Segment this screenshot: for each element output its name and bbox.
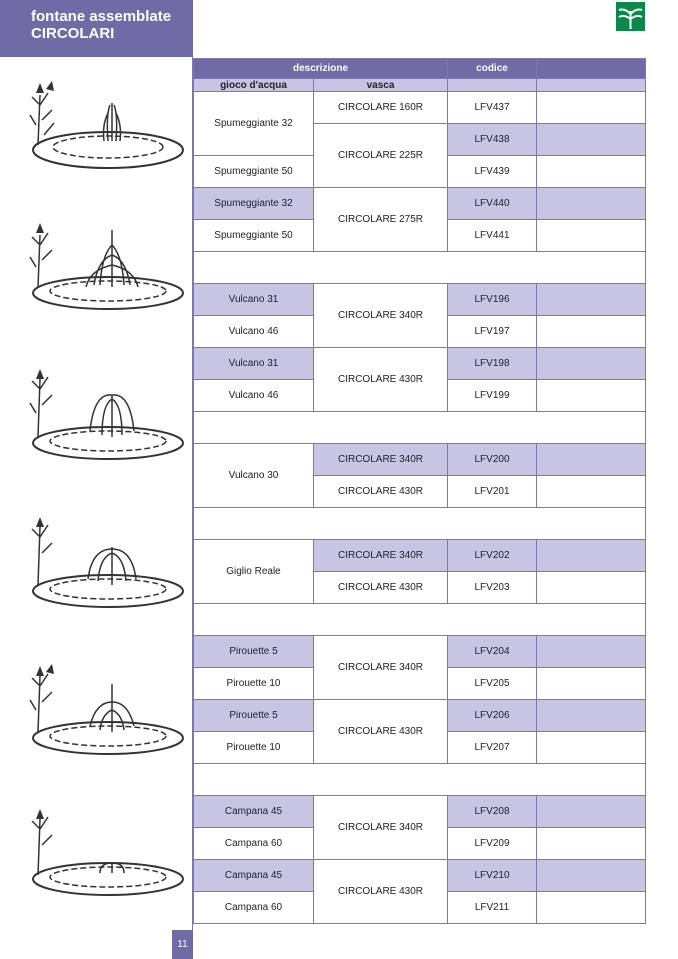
page-title: fontane assemblate xyxy=(31,8,172,25)
table-row xyxy=(194,444,646,476)
fountain-pirouette-illustration xyxy=(28,662,186,762)
brand-logo-icon xyxy=(616,2,645,31)
page-subtitle: CIRCOLARI xyxy=(31,25,115,42)
codice-cell: LFV203 xyxy=(448,572,537,604)
gioco-cell: Vulcano 46 xyxy=(194,380,314,412)
vasca-cell: CIRCOLARE 340R xyxy=(314,636,448,700)
gioco-cell: Campana 45 xyxy=(194,860,314,892)
codice-cell: LFV438 xyxy=(448,124,537,156)
codice-cell: LFV200 xyxy=(448,444,537,476)
gioco-cell: Campana 60 xyxy=(194,892,314,924)
table-row xyxy=(194,636,646,668)
codice-cell: LFV196 xyxy=(448,284,537,316)
table-header-row xyxy=(194,59,646,79)
table-row xyxy=(194,284,646,316)
gioco-cell: Pirouette 10 xyxy=(194,668,314,700)
empty-cell xyxy=(537,668,646,700)
vasca-cell: CIRCOLARE 430R xyxy=(314,348,448,412)
gioco-cell: Spumeggiante 32 xyxy=(194,92,314,156)
header-gioco: gioco d'acqua xyxy=(194,79,314,92)
separator-row xyxy=(194,764,646,796)
fountain-spumeggiante-50-illustration xyxy=(28,215,186,315)
header-empty xyxy=(537,59,646,79)
codice-cell: LFV208 xyxy=(448,796,537,828)
fountain-campana-illustration xyxy=(28,805,186,905)
separator-row xyxy=(194,252,646,284)
vasca-cell: CIRCOLARE 340R xyxy=(314,444,448,476)
empty-cell xyxy=(537,188,646,220)
codice-cell: LFV206 xyxy=(448,700,537,732)
empty-cell xyxy=(537,444,646,476)
fountain-spumeggiante-illustration xyxy=(28,75,186,175)
codice-cell: LFV440 xyxy=(448,188,537,220)
header-codice: codice xyxy=(448,59,537,79)
codice-cell: LFV207 xyxy=(448,732,537,764)
codice-cell: LFV201 xyxy=(448,476,537,508)
vasca-cell: CIRCOLARE 225R xyxy=(314,124,448,188)
empty-cell xyxy=(537,380,646,412)
vasca-cell: CIRCOLARE 340R xyxy=(314,540,448,572)
empty-cell xyxy=(537,636,646,668)
empty-cell xyxy=(537,220,646,252)
codice-cell: LFV202 xyxy=(448,540,537,572)
empty-cell xyxy=(537,860,646,892)
gioco-cell: Giglio Reale xyxy=(194,540,314,604)
fountain-giglio-reale-illustration xyxy=(28,513,186,613)
codice-cell: LFV197 xyxy=(448,316,537,348)
empty-cell xyxy=(537,732,646,764)
table-row xyxy=(194,92,646,124)
empty-cell xyxy=(537,828,646,860)
vasca-cell: CIRCOLARE 430R xyxy=(314,700,448,764)
table-row xyxy=(194,796,646,828)
codice-cell: LFV210 xyxy=(448,860,537,892)
gioco-cell: Spumeggiante 50 xyxy=(194,220,314,252)
table-row xyxy=(194,700,646,732)
empty-cell xyxy=(537,124,646,156)
empty-cell xyxy=(537,284,646,316)
gioco-cell: Pirouette 10 xyxy=(194,732,314,764)
vasca-cell: CIRCOLARE 275R xyxy=(314,188,448,252)
vasca-cell: CIRCOLARE 160R xyxy=(314,92,448,124)
codice-cell: LFV204 xyxy=(448,636,537,668)
codice-cell: LFV209 xyxy=(448,828,537,860)
vasca-cell: CIRCOLARE 430R xyxy=(314,860,448,924)
gioco-cell: Vulcano 46 xyxy=(194,316,314,348)
page-title-box xyxy=(0,0,193,57)
vasca-cell: CIRCOLARE 430R xyxy=(314,476,448,508)
vasca-cell: CIRCOLARE 430R xyxy=(314,572,448,604)
gioco-cell: Vulcano 31 xyxy=(194,348,314,380)
table-row xyxy=(194,860,646,892)
codice-cell: LFV198 xyxy=(448,348,537,380)
separator-row xyxy=(194,604,646,636)
gioco-cell: Pirouette 5 xyxy=(194,636,314,668)
header-descrizione: descrizione xyxy=(194,59,448,79)
vasca-cell: CIRCOLARE 340R xyxy=(314,284,448,348)
codice-cell: LFV211 xyxy=(448,892,537,924)
codice-cell: LFV439 xyxy=(448,156,537,188)
gioco-cell: Vulcano 30 xyxy=(194,444,314,508)
header-empty xyxy=(537,79,646,92)
empty-cell xyxy=(537,476,646,508)
gioco-cell: Campana 60 xyxy=(194,828,314,860)
vasca-cell: CIRCOLARE 340R xyxy=(314,796,448,860)
gioco-cell: Vulcano 31 xyxy=(194,284,314,316)
page-number: 11 xyxy=(172,930,193,959)
separator-row xyxy=(194,508,646,540)
codice-cell: LFV441 xyxy=(448,220,537,252)
gioco-cell: Spumeggiante 32 xyxy=(194,188,314,220)
gioco-cell: Spumeggiante 50 xyxy=(194,156,314,188)
gioco-cell: Pirouette 5 xyxy=(194,700,314,732)
table-subheader-row xyxy=(194,79,646,92)
separator-row xyxy=(194,412,646,444)
fountain-vulcano-illustration xyxy=(28,365,186,465)
header-empty xyxy=(448,79,537,92)
empty-cell xyxy=(537,316,646,348)
empty-cell xyxy=(537,540,646,572)
empty-cell xyxy=(537,92,646,124)
empty-cell xyxy=(537,348,646,380)
empty-cell xyxy=(537,796,646,828)
header-vasca: vasca xyxy=(314,79,448,92)
codice-cell: LFV199 xyxy=(448,380,537,412)
table-row xyxy=(194,348,646,380)
empty-cell xyxy=(537,700,646,732)
codice-cell: LFV205 xyxy=(448,668,537,700)
empty-cell xyxy=(537,156,646,188)
codice-cell: LFV437 xyxy=(448,92,537,124)
gioco-cell: Campana 45 xyxy=(194,796,314,828)
table-row xyxy=(194,540,646,572)
product-table xyxy=(193,58,646,924)
empty-cell xyxy=(537,572,646,604)
empty-cell xyxy=(537,892,646,924)
table-row xyxy=(194,188,646,220)
